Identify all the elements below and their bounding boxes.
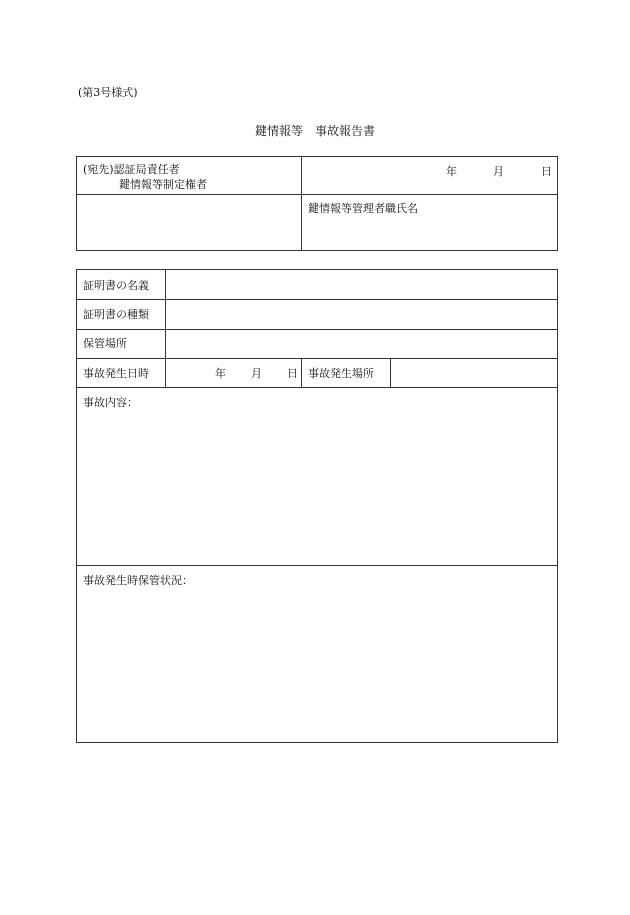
certificate-name-label: 証明書の名義 bbox=[83, 279, 149, 292]
date-month-label: 月 bbox=[493, 165, 504, 178]
form-number: (第3号様式) bbox=[78, 86, 138, 99]
date-year-label: 年 bbox=[446, 165, 457, 178]
document-title: 鍵情報等 事故報告書 bbox=[254, 124, 375, 138]
incident-content-label: 事故内容： bbox=[83, 396, 138, 409]
storage-place-field[interactable] bbox=[167, 330, 556, 357]
incident-content-field[interactable] bbox=[78, 410, 556, 564]
storage-status-label: 事故発生時保管状況： bbox=[83, 574, 193, 587]
storage-place-label: 保管場所 bbox=[83, 337, 127, 350]
manager-name-label: 鍵情報等管理者職氏名 bbox=[308, 202, 418, 215]
incident-detail-table bbox=[76, 269, 558, 743]
certificate-type-field[interactable] bbox=[167, 301, 556, 328]
incident-place-field[interactable] bbox=[392, 360, 556, 386]
incident-date-month-label: 月 bbox=[251, 367, 262, 380]
incident-date-year-label: 年 bbox=[215, 367, 226, 380]
incident-place-label: 事故発生場所 bbox=[308, 367, 374, 380]
date-day-label: 日 bbox=[541, 165, 552, 178]
addressee-label: (宛先)認証局責任者 bbox=[83, 163, 180, 176]
addressee-table bbox=[76, 156, 558, 251]
incident-datetime-label: 事故発生日時 bbox=[83, 367, 149, 380]
storage-status-field[interactable] bbox=[78, 588, 556, 742]
certificate-name-field[interactable] bbox=[167, 271, 556, 298]
addressee-name-field[interactable] bbox=[78, 195, 300, 250]
addressee-label-line2: 鍵情報等制定権者 bbox=[119, 178, 207, 191]
incident-date-day-label: 日 bbox=[287, 367, 298, 380]
manager-name-field[interactable] bbox=[303, 217, 556, 250]
certificate-type-label: 証明書の種類 bbox=[83, 308, 149, 321]
